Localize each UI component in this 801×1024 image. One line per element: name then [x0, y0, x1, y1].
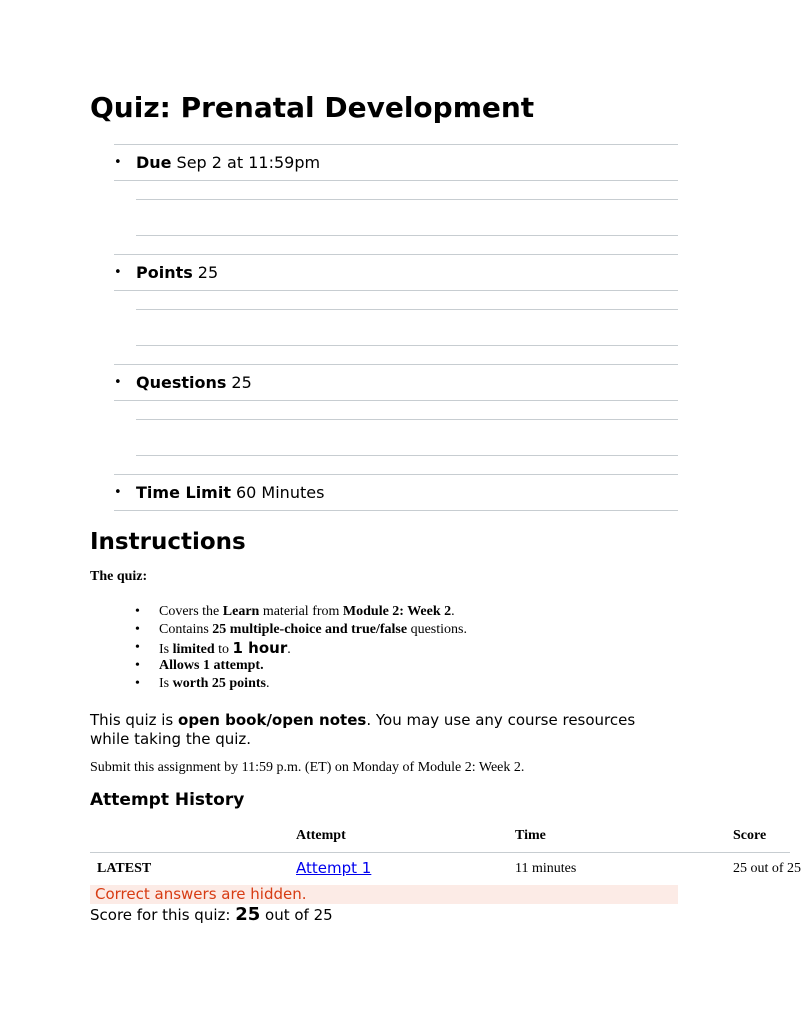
detail-time-limit — [114, 474, 678, 511]
column-header-attempt: Attempt — [296, 828, 346, 843]
table-header — [90, 820, 790, 853]
detail-questions — [114, 364, 678, 474]
attempt-score: 25 out of 25 — [733, 861, 801, 876]
open-book-note: This quiz is open book/open notes. You may use any course resources while taking the quiz. — [90, 711, 636, 748]
instructions-heading: Instructions — [90, 529, 246, 555]
score-summary: Score for this quiz: 25 out of 25 — [90, 904, 333, 925]
list-item: • Covers the Learn material from Module 2: Week 2. — [135, 603, 467, 621]
attempt-time: 11 minutes — [515, 861, 577, 876]
table-row — [90, 853, 801, 885]
list-item: • Is limited to 1 hour. — [135, 639, 467, 657]
detail-value: 60 Minutes — [235, 483, 325, 502]
detail-points — [114, 254, 678, 364]
submit-deadline-note: Submit this assignment by 11:59 p.m. (ET) on Monday of Module 2: Week 2. — [90, 760, 525, 775]
detail-value: Sep 2 at 11:59pm — [176, 153, 321, 172]
instructions-list — [135, 603, 467, 693]
attempt-link[interactable]: Attempt 1 — [296, 859, 372, 877]
column-header-time: Time — [515, 828, 546, 843]
detail-label: • Time Limit — [136, 483, 231, 502]
detail-label: • Points — [136, 263, 193, 282]
instructions-intro: The quiz: — [90, 569, 148, 584]
detail-value: 25 — [231, 373, 252, 392]
attempt-history-heading: Attempt History — [90, 790, 245, 810]
column-header-score: Score — [733, 828, 767, 843]
detail-label: • Due — [136, 153, 172, 172]
list-item: • Contains 25 multiple-choice and true/false questions. — [135, 621, 467, 639]
page-title: Quiz: Prenatal Development — [90, 91, 535, 124]
detail-label: • Questions — [136, 373, 227, 392]
attempt-history-table — [90, 820, 801, 885]
score-value: 25 — [235, 904, 261, 925]
latest-label: LATEST — [97, 861, 152, 876]
list-item: • Allows 1 attempt. — [135, 657, 467, 675]
correct-answers-hidden-alert: Correct answers are hidden. — [90, 885, 678, 904]
list-item: • Is worth 25 points. — [135, 675, 467, 693]
quiz-details-list — [114, 144, 678, 511]
detail-due — [114, 144, 678, 254]
detail-value: 25 — [197, 263, 219, 282]
